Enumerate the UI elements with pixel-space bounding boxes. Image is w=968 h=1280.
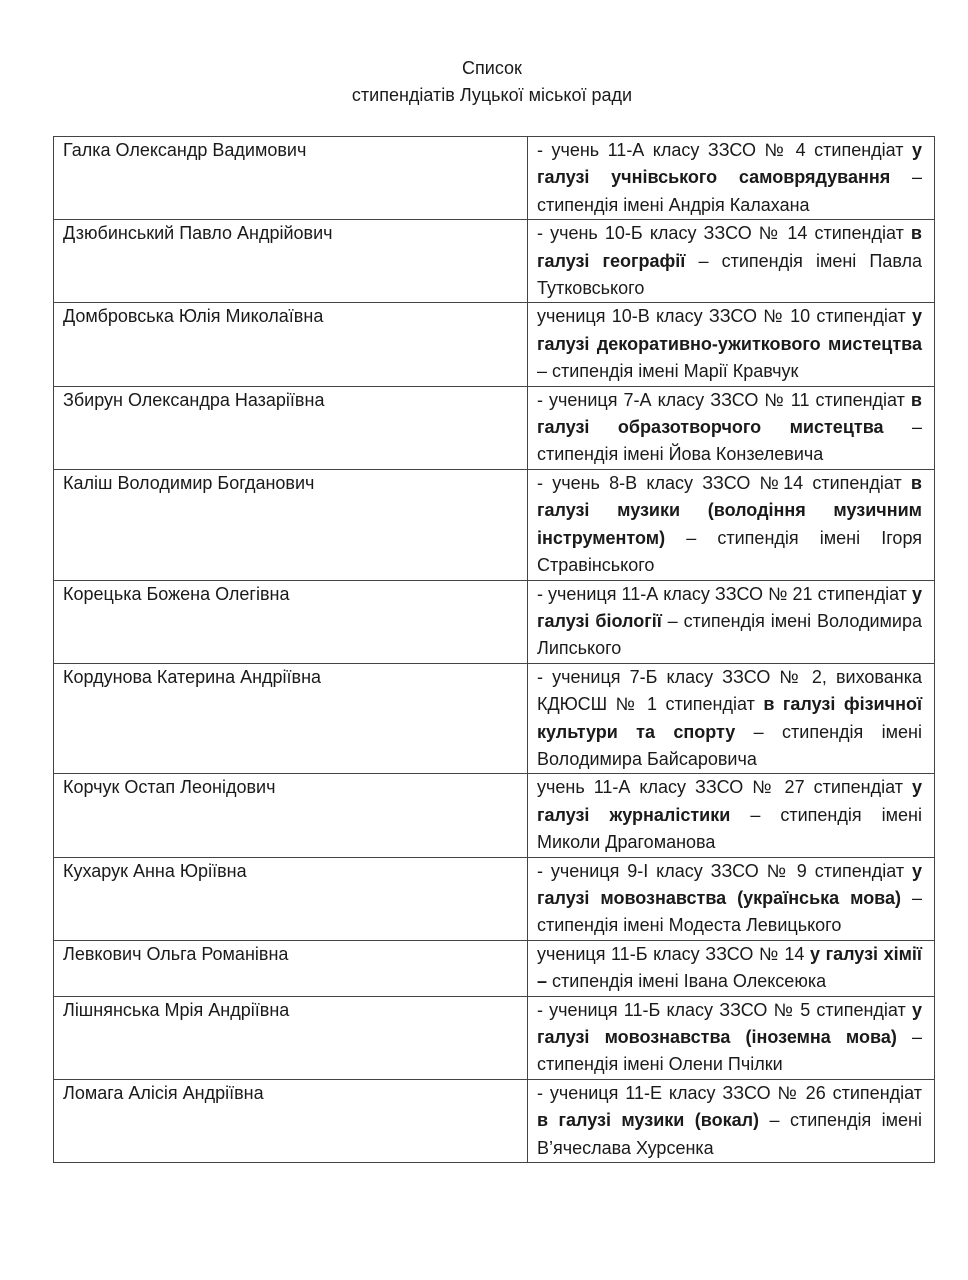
description-text: - учень 8-В класу ЗЗСО №14 стипендіат [537, 472, 911, 493]
student-name: Лішнянська Мрія Андріївна [54, 996, 528, 1079]
scholarship-field: в галузі музики (володіння музичним інструментом) [537, 472, 922, 548]
description-text: - учень 10-Б класу ЗЗСО № 14 стипендіат [537, 223, 911, 244]
scholarship-field: в галузі образотворчого мистецтва [537, 389, 922, 438]
table-row [54, 303, 935, 386]
scholarship-description [528, 137, 935, 220]
scholarship-field: у галузі мовознавства (іноземна мова) [537, 999, 922, 1047]
scholarship-field: в галузі музики (вокал) [537, 1110, 760, 1131]
document-subtitle: стипендіатів Луцької міської ради [351, 85, 633, 105]
table-row [54, 663, 935, 774]
scholarship-field: в галузі географії [537, 223, 922, 271]
table-row [54, 137, 935, 220]
table-row [54, 940, 935, 996]
student-name: Збирун Олександра Назаріївна [54, 386, 528, 469]
student-name: Корчук Остап Леонідович [54, 774, 528, 857]
description-text: – стипендія імені Андрія Калахана [537, 167, 922, 215]
table-body [54, 137, 935, 1163]
scholarship-description [528, 1079, 935, 1162]
table-row [54, 857, 935, 940]
table-row [54, 580, 935, 663]
student-name: Кухарук Анна Юріївна [54, 857, 528, 940]
scholarship-description [528, 663, 935, 774]
description-text: - учениця 11-Б класу ЗЗСО № 5 стипендіат [537, 999, 912, 1020]
document-title: Список [462, 58, 522, 78]
description-text: – стипендія імені Марії Кравчук [537, 361, 799, 382]
student-name: Левкович Ольга Романівна [54, 940, 528, 996]
description-text: учениця 10-В класу ЗЗСО № 10 стипендіат [537, 306, 912, 327]
student-name: Галка Олександр Вадимович [54, 137, 528, 220]
description-text: – стипендія імені В’ячеслава Хурсенка [537, 1110, 922, 1158]
scholarship-description [528, 940, 935, 996]
scholarship-description [528, 996, 935, 1079]
description-text: – стипендія імені Ігоря Стравінського [537, 527, 922, 576]
scholarship-description [528, 469, 935, 580]
student-name: Домбровська Юлія Миколаївна [54, 303, 528, 386]
scholarship-description [528, 220, 935, 303]
student-name: Корецька Божена Олегівна [54, 580, 528, 663]
table-row [54, 996, 935, 1079]
table-row [54, 386, 935, 469]
student-name: Ломага Алісія Андріївна [54, 1079, 528, 1162]
table-row [54, 220, 935, 303]
scholarship-field: у галузі мовознавства (українська мова) [537, 860, 922, 908]
description-text: – стипендія імені Володимира Липського [537, 610, 922, 659]
description-text: - учениця 7-Б класу ЗЗСО № 2, вихованка КДЮСШ № 1 стипендіат [537, 666, 922, 715]
scholarship-field: у галузі хімії – [537, 943, 922, 992]
student-name: Кордунова Катерина Андріївна [54, 663, 528, 774]
scholarship-field: у галузі біології [537, 583, 922, 631]
scholarship-field: у галузі учнівського самоврядування [537, 140, 922, 188]
description-text: - учень 11-А класу ЗЗСО № 4 стипендіат [537, 140, 912, 160]
scholarship-field: у галузі декоративно-ужиткового мистецтва [537, 306, 922, 354]
description-text: – стипендія імені Модеста Левицького [537, 887, 922, 936]
scholarship-description [528, 386, 935, 469]
scholarship-field: в галузі фізичної культури та спорту [537, 694, 923, 742]
table-row [54, 469, 935, 580]
description-text: - учениця 7-А класу ЗЗСО № 11 стипендіат [537, 389, 911, 410]
table-row [54, 774, 935, 857]
description-text: – стипендія імені Миколи Драгоманова [537, 804, 922, 853]
scholarship-description [528, 303, 935, 386]
table-row [54, 1079, 935, 1162]
student-name: Дзюбинський Павло Андрійович [54, 220, 528, 303]
student-name: Каліш Володимир Богданович [54, 469, 528, 580]
description-text: - учениця 9-І класу ЗЗСО № 9 стипендіат [537, 860, 912, 881]
description-text: - учениця 11-Е класу ЗЗСО № 26 стипендіат [537, 1082, 922, 1103]
scholarship-table [53, 136, 935, 1163]
scholarship-description [528, 580, 935, 663]
description-text: – стипендія імені Павла Тутковського [537, 250, 922, 299]
scholarship-field: у галузі журналістики [537, 777, 922, 825]
scholarship-description [528, 774, 935, 857]
description-text: учень 11-А класу ЗЗСО № 27 стипендіат [537, 777, 912, 798]
description-text: стипендія імені Івана Олексеюка [547, 971, 827, 992]
description-text: – стипендія імені Олени Пчілки [537, 1027, 922, 1075]
description-text: – стипендія імені Йова Конзелевича [537, 417, 923, 465]
description-text: - учениця 11-А класу ЗЗСО № 21 стипендіат [537, 583, 912, 604]
description-text: – стипендія імені Володимира Байсаровича [537, 721, 922, 769]
scholarship-description [528, 857, 935, 940]
description-text: учениця 11-Б класу ЗЗСО № 14 [537, 943, 811, 964]
